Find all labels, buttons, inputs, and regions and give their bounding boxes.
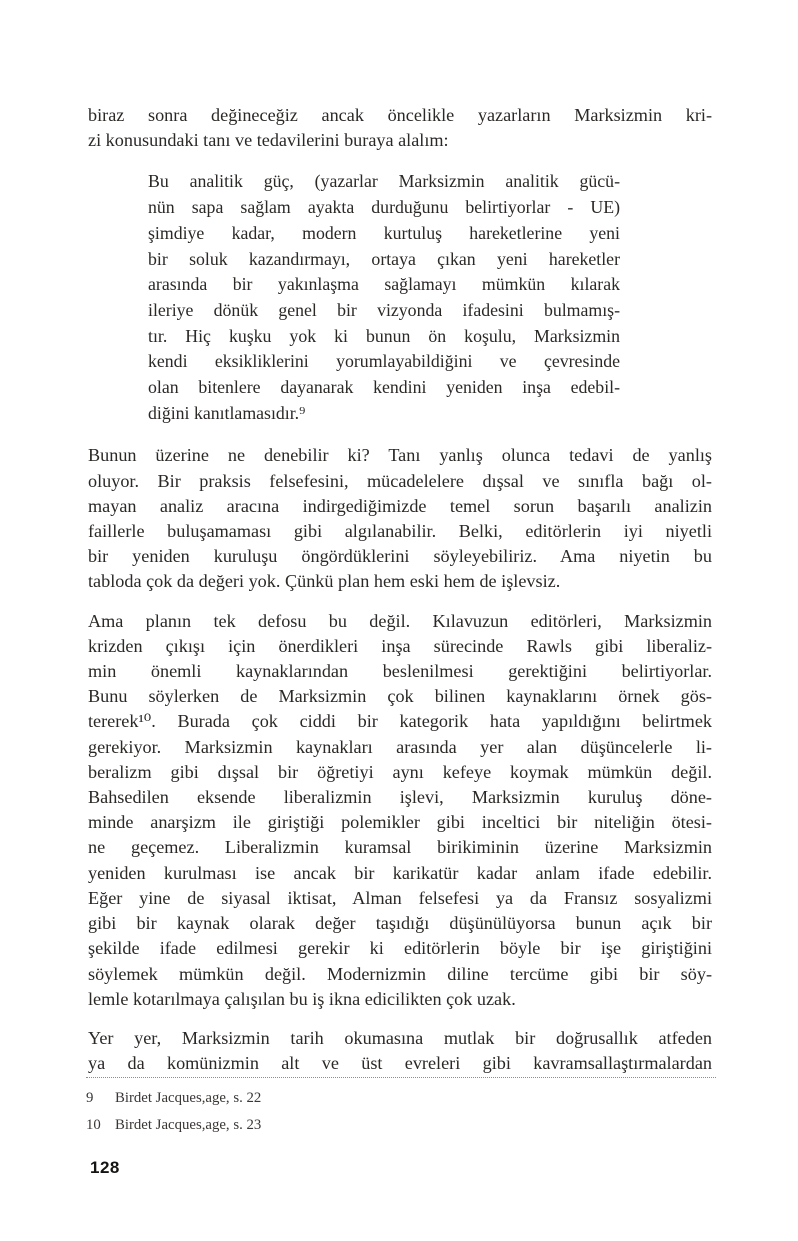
text-line: Bu analitik güç, (yazarlar Marksizmin analitik gücü- — [148, 171, 620, 192]
text-line: nün sapa sağlam ayakta durduğunu belirtiyorlar - UE) — [148, 197, 620, 218]
text-line: söylemek mümkün değil. Modernizmin diline tercüme gibi bir söy- — [88, 963, 712, 984]
text-line: gibi bir kaynak olarak değer taşıdığı düşünülüyorsa bunun açık bir — [88, 913, 712, 934]
text-line: tır. Hiç kuşku yok ki bunun ön koşulu, Marksizmin — [148, 325, 620, 346]
text-line: faillerle buluşamaması gibi algılanabilir. Belki, editörlerin iyi niyetli — [88, 521, 712, 542]
text-line: biraz sonra değineceğiz ancak öncelikle yazarların Marksizmin kri- — [88, 105, 712, 125]
text-line: tererek¹⁰. Burada çok ciddi bir kategorik hata yapıldığını belirtmek — [88, 711, 712, 732]
footnote-text: Birdet Jacques,age, s. 22 — [115, 1090, 262, 1106]
footnote-text: Birdet Jacques,age, s. 23 — [115, 1116, 262, 1133]
text-line: min önemli kaynaklarından beslenilmesi gerektiğini belirtiyorlar. — [88, 661, 712, 682]
text-line: minde anarşizm ile giriştiği polemikler gibi inceltici bir niteliğin ötesi- — [88, 812, 712, 833]
text-line: Ama planın tek defosu bu değil. Kılavuzun editörleri, Marksizmin — [88, 610, 712, 631]
footnote — [86, 1112, 716, 1139]
paragraph — [88, 443, 712, 594]
footnote-separator-line — [86, 1077, 716, 1078]
text-line: ne geçemez. Liberalizmin kuramsal birikiminin üzerine Marksizmin — [88, 837, 712, 858]
footnote-list — [86, 1085, 716, 1138]
text-line: ya da komünizmin alt ve üst evreleri gibi kavramsallaştırmalardan — [88, 1053, 712, 1074]
text-line: Bunun üzerine ne denebilir ki? Tanı yanlış olunca tedavi de yanlış — [88, 445, 712, 466]
paragraph — [88, 609, 712, 1012]
text-line: arasında bir yakınlaşma sağlamayı mümkün kılarak — [148, 274, 620, 295]
text-line: gerekiyor. Marksizmin kaynakları arasında yer alan düşüncelerle li- — [88, 736, 712, 757]
text-line: ileriye dönük genel bir vizyonda ifadesini bulmamış- — [148, 299, 620, 320]
paragraph — [88, 103, 712, 153]
block-quote — [148, 169, 620, 426]
text-line: Yer yer, Marksizmin tarih okumasına mutlak bir doğrusallık atfeden — [88, 1027, 712, 1048]
text-line: lemle kotarılmaya çalışılan bu iş ikna edicilikten çok uzak. — [88, 988, 516, 1009]
text-column — [88, 103, 712, 1076]
footnote-marker: 9 — [86, 1090, 94, 1106]
text-line: bir soluk kazandırmayı, ortaya çıkan yeni hareketler — [148, 248, 620, 269]
text-line: beralizm gibi dışsal bir öğretiyi aynı kefeye koymak mümkün değil. — [88, 761, 712, 782]
text-line: yeniden kurulması ise ancak bir karikatür kadar anlam ifade edebilir. — [88, 862, 712, 883]
text-line: Bahsedilen eksende liberalizmin işlevi, Marksizmin kuruluş döne- — [88, 787, 712, 808]
text-line: Eğer yine de siyasal iktisat, Alman felsefesi ya da Fransız sosyalizmi — [88, 887, 712, 908]
text-line: diğini kanıtlamasıdır.⁹ — [148, 402, 306, 423]
text-line: krizden çıkışı için önerdikleri inşa sürecinde Rawls gibi liberaliz- — [88, 635, 712, 656]
text-line: Bunu söylerken de Marksizmin çok bilinen kaynaklarını örnek gös- — [88, 686, 712, 707]
text-line: şimdiye kadar, modern kurtuluş hareketlerine yeni — [148, 222, 620, 243]
text-line: oluyor. Bir praksis felsefesini, mücadelelere dışsal ve sınıfla bağı ol- — [88, 470, 712, 491]
text-line: bir yeniden kuruluşu öngördüklerini söyleyebiliriz. Ama niyetin bu — [88, 546, 712, 567]
text-line: kendi eksikliklerini yorumlayabildiğini ve çevresinde — [148, 351, 620, 372]
text-line: olan bitenlere dayanarak kendini yeniden inşa edebil- — [148, 377, 620, 398]
footnote-section — [86, 1077, 716, 1138]
text-line: mayan analiz aracına indirgediğimizde temel sorun başarılı analizin — [88, 495, 712, 516]
text-line: zi konusundaki tanı ve tedavilerini buraya alalım: — [88, 130, 449, 151]
text-line: tabloda çok da değeri yok. Çünkü plan hem eski hem de işlevsiz. — [88, 571, 561, 592]
footnote — [86, 1085, 716, 1112]
page-number: 128 — [90, 1158, 120, 1177]
text-line: şekilde ifade edilmesi gerekir ki editörlerin böyle bir işe giriştiğini — [88, 938, 712, 959]
paragraph — [88, 1026, 712, 1076]
footnote-marker: 10 — [86, 1116, 101, 1133]
